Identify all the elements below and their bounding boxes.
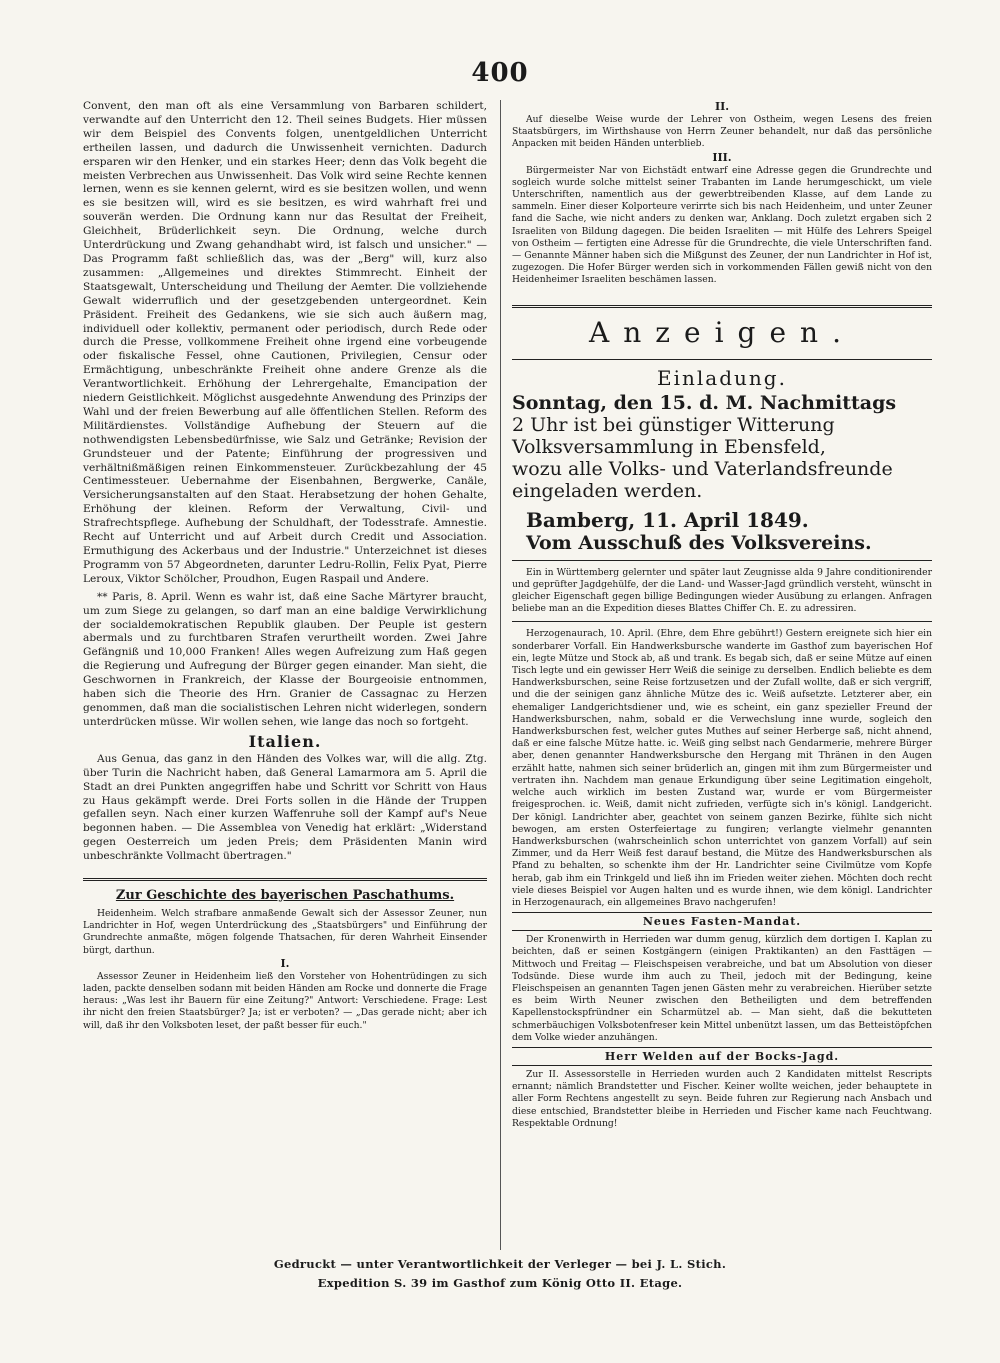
einladung-place-date: Bamberg, 11. April 1849. bbox=[526, 507, 809, 532]
printer-imprint: Gedruckt — unter Verantwortlichkeit der Verleger — bei J. L. Stich. bbox=[273, 1257, 727, 1271]
page-number: 400 bbox=[471, 58, 529, 88]
fasten-article: Der Kronenwirth in Herrieden war dumm genug, kürzlich dem dortigen I. Kaplan zu beichten, daß er seinen Kostgängern (einigen Praktikanten) an den Fasttägen — Mittwoch und Freitag — Fleischspeisen verabreiche, und bat um Absolution von dieser Todsünde. Diese wurde ihm auch zu Theil, jedoch mit der Bedingung, keine Fleischspeisen an genannten Tagen jenen Gästen mehr zu verabreichen. Hierüber setzte es beim Wirth Neuner zwischen den Betheiligten und dem betreffenden Kapellenstockspfründner ein Scharmützel ab. — Man sieht, daß die bekutteten schmerbäuchigen Volksbotenfreser kein Mittel unbenützt lassen, um das Betteistöpfchen dem Volke wieder anzuhängen. bbox=[512, 934, 932, 1043]
paschathum-section-3: Bürgermeister Nar von Eichstädt entwarf eine Adresse gegen die Grundrechte und sogleich wurde solche mittelst seiner Trabanten im Lande herumgeschickt, um viele Unterschriften, namentlich aus der gewerbtreibenden Klasse, auf dem Lande zu sammeln. Einer dieser Kolporteure verirrte sich bis nach Heidenheim, und unter Zeuner fand die Sache, wie nicht anders zu denken war, Anklang. Doch zuletzt ergaben sich 2 Israeliten von Bildung dagegen. Die beiden Israeliten — mit Hülfe des Lehrers Speigel von Ostheim — fertigten eine Adresse für die Grundrechte, die viele Unterschriften fand. — Genannte Männer haben sich die Mißgunst des Zeuner, der nun Landrichter in Hof ist, zugezogen. Die Hofer Bürger werden sich in vorkommenden Fällen gewiß nicht von den Heidenheimer Israeliten beschämen lassen. bbox=[512, 164, 932, 286]
einladung-line-2: 2 Uhr ist bei günstiger Witterung bbox=[512, 413, 835, 436]
expedition-imprint: Expedition S. 39 im Gasthof zum König Otto II. Etage. bbox=[317, 1276, 683, 1290]
paschathum-section-2: Auf dieselbe Weise wurde der Lehrer von Ostheim, wegen Lesens des freien Staatsbürgers, im Wirthshause von Herrn Zeuner behandelt, nur daß das persönliche Anpacken mit beiden Händen unterblieb. bbox=[512, 114, 932, 150]
italien-heading: Italien. bbox=[248, 731, 322, 751]
main-text-1: Convent, den man oft als eine Versammlung von Barbaren schildert, verwandte auf den Unterricht den 12. Theil seines Budgets. Hier müssen wir dem Beispiel des Convents folgen, unentgeldlichen Unterricht ertheilen lassen, und dadurch die Unwissenheit vernichten. Dadurch ersparen wir den Henker, und ein starkes Heer; denn das Volk begeht die meisten Verbrechen aus Unwissenheit. Das Volk wird seine Rechte kennen lernen, wenn es sie kennen gelernt, wird es sie besitzen wollen, und wenn es sie besitzen will, wird es sie besitzen, es wird wahrhaft frei und souverän werden. Die Ordnung kann nur das Resultat der Freiheit, Gleichheit, Brüderlichkeit seyn. Die Ordnung, welche durch Unterdrückung und Zwang gehandhabt wird, ist falsch und unsicher." — Das Programm faßt schließlich das, was der „Berg" will, kurz also zusammen: „Allgemeines und direktes Stimmrecht. Einheit der Staatsgewalt, Unterscheidung und Theilung der Aemter. Die vollziehende Gewalt widerruflich und der gesetzgebenden untergeordnet. Kein Präsident. Freiheit des Gedankens, wie sie sich auch äußern mag, individuell oder kollektiv, permanent oder periodisch, durch Rede oder durch die Presse, vollkommene Freiheit ohne irgend eine vorbeugende oder fiskalische Fessel, ohne Cautionen, Privilegien, Censur oder Ermächtigung, unbeschränkte Freiheit ohne andere Grenze als die Verantwortlichkeit. Erhöhung der Lehrergehalte, Emancipation der niedern Geistlichkeit. Möglichst ausgedehnte Anwendung des Prinzips der Wahl und der freien Bewerbung auf alle öffentlichen Stellen. Reform des Militärdienstes. Vollständige Aufhebung der Steuern auf die nothwendigsten Lebensbedürfnisse, wie Salz und Getränke; Revision der Grundsteuer und der Patente; Einführung der progressiven und verhältnißmäßigen reinen Einkommensteuer. Zurückbezahlung der 45 Centimessteuer. Uebernahme der Eisenbahnen, Bergwerke, Canäle, Versicherungsanstalten auf den Staat. Herabsetzung der hohen Gehalte, Erhöhung der kleinen. Reform der Verwaltung, Civil- und Strafrechtspflege. Aufhebung der Schuldhaft, der Todesstrafe. Amnestie. Recht auf Unterricht und auf Arbeit durch Credit und Association. Ermuthigung des Ackerbaus und der Industrie." Unterzeichnet ist dieses Programm von 57 Abgeordneten, darunter Ledru-Rollin, Felix Pyat, Pierre Leroux, Viktor Schölcher, Proudhon, Eugen Raspail und Andere. bbox=[83, 100, 487, 585]
ad-rule-2 bbox=[512, 621, 932, 622]
roman-numeral-1: I. bbox=[280, 956, 290, 970]
einladung-ad bbox=[512, 366, 932, 554]
einladung-title: Einladung. bbox=[657, 365, 787, 390]
left-column bbox=[83, 100, 487, 1032]
paschathum-section-1: Assessor Zeuner in Heidenheim ließ den Vorsteher von Hohentrüdingen zu sich laden, packte denselben sodann mit beiden Händen am Rocke und donnerte die Frage heraus: „Was lest ihr Bauern für eine Zeitung?" Antwort: Verschiedene. Frage: Lest ihr nicht den freien Staatsbürger? Ja; ist er verboten? — „Das gerade nicht; aber ich will, daß ihr den Volksboten leset, der paßt besser für euch." bbox=[83, 970, 487, 1031]
paschathum-heading: Zur Geschichte des bayerischen Paschathums. bbox=[115, 888, 455, 904]
paris-article: ** Paris, 8. April. Wenn es wahr ist, daß eine Sache Märtyrer braucht, um zum Siege zu gelangen, so darf man an eine baldige Verwirklichung der socialdemokratischen Republik glauben. Der Peuple ist gestern abermals und zu furchtbaren Strafen verurtheilt worden. Zwei Jahre Gefängniß und 10,000 Franken! Alles wegen Aufreizung zum Haß gegen die Regierung und Aufregung der Bürger gegen einander. Man sieht, die Geschwornen in Frankreich, der Klasse der Bourgeoisie entnommen, haben sich die Theorie des Hrn. Granier de Cassagnac zu Herzen genommen, daß man die socialistischen Lehren nicht widerlegen, sondern unterdrücken müsse. Wir wollen sehen, wie lange das noch so fortgeht. bbox=[83, 590, 487, 728]
italien-article: Aus Genua, das ganz in den Händen des Volkes war, will die allg. Ztg. über Turin die Nachricht haben, daß General Lamarmora am 5. April die Stadt an drei Punkten angegriffen habe und Schritt vor Schritt von Haus zu Haus gekämpft werde. Drei Forts sollen in die Hände der Truppen gefallen seyn. Nach einer kurzen Waffenruhe soll der Kampf auf's Neue begonnen haben. — Die Assemblea von Venedig hat erklärt: „Widerstand gegen Oesterreich um jeden Preis; dem Präsidenten Manin wird unbeschränkte Vollmacht übertragen." bbox=[83, 752, 487, 863]
bocks-jagd-article: Zur II. Assessorstelle in Herrieden wurden auch 2 Kandidaten mittelst Rescripts ernannt; nämlich Brandstetter und Fischer. Keiner wollte weichen, jeder behauptete in aller Form Rechtens angestellt zu seyn. Beide fuhren zur Regierung nach Ansbach und diese entschied, Brandstetter bleibe in Herrieden und Fischer kame nach Feuchtwang. Respektable Ordnung! bbox=[512, 1068, 932, 1129]
anzeigen-rule bbox=[512, 359, 932, 360]
einladung-signature: Vom Ausschuß des Volksvereins. bbox=[526, 531, 872, 554]
einladung-line-5: eingeladen werden. bbox=[512, 479, 703, 502]
einladung-line-4: wozu alle Volks- und Vaterlandsfreunde bbox=[512, 457, 893, 480]
fasten-heading: Neues Fasten-Mandat. bbox=[512, 912, 932, 931]
column-divider bbox=[500, 100, 501, 1250]
anzeigen-divider bbox=[512, 305, 932, 308]
anzeigen-heading: Anzeigen. bbox=[589, 315, 855, 349]
einladung-line-3: Volksversammlung in Ebensfeld, bbox=[512, 435, 826, 458]
einladung-line-1: Sonntag, den 15. d. M. Nachmittags bbox=[512, 391, 897, 414]
ad-rule-1 bbox=[512, 560, 932, 561]
roman-numeral-3: III. bbox=[712, 150, 732, 164]
right-column bbox=[512, 100, 932, 1130]
herzogenaurach-article: Herzogenaurach, 10. April. (Ehre, dem Ehre gebührt!) Gestern ereignete sich hier ein sonderbarer Vorfall. Ein Handwerksbursche wanderte im Gasthof zum bayerischen Hof ein, legte Mütze und Stock ab, aß und trank. Es begab sich, daß er seine Mütze auf einen Tisch legte und ein gewisser Herr Weiß die seinige zu derselben. Endlich beliebte es dem Handwerksburschen, seine Reise fortzusetzen und der Zufall wollte, daß er sich vergriff, und die der seinigen ganz ähnliche Mütze des ic. Weiß aufsetzte. Letzterer aber, ein ehemaliger Landgerichtsdiener und, wie es scheint, ein ganz spezieller Freund der Handwerksburschen, nahm, sobald er die Verwechslung inne wurde, sogleich den Handwerksburschen fest, welcher gutes Muthes auf seiner Herberge saß, nicht ahnend, daß er eine falsche Mütze hatte. ic. Weiß ging selbst nach Gendarmerie, mehrere Bürger aber, denen genannter Handwerksbursche den Hergang mit Thränen in den Augen erzählt hatte, nahmen sich seiner brüderlich an, gingen mit ihm zum Bürgermeister und vertraten ihn. Nachdem man genaue Erkundigung über seine Legitimation eingeholt, welche auch wirklich im besten Zustand war, wurde er vom Bürgermeister freigesprochen. ic. Weiß, damit nicht zufrieden, verfügte sich in's königl. Landgericht. Der königl. Landrichter aber, geachtet von seinem ganzen Bezirke, fühlte sich nicht bewogen, am ersten Osterfeiertage zu fungiren; verlangte vielmehr genannten Handwerksburschen (wahrscheinlich schon unterrichtet von ganzem Vorfall) auf sein Zimmer, und da Herr Weiß fest darauf bestand, die Mütze des Handwerksburschen als Pfand zu behalten, so schenkte ihm der Hr. Landrichter seine Civilmütze vom Kopfe herab, gab ihm ein Trinkgeld und ließ ihn im Frieden weiter ziehen. Möchten doch recht viele dieses Beispiel vor Augen halten und es wurde ihnen, wie dem königl. Landrichter in Herzogenaurach, ein allgemeines Bravo nachgerufen! bbox=[512, 628, 932, 908]
section-divider bbox=[83, 878, 487, 881]
paschathum-intro: Heidenheim. Welch strafbare anmaßende Gewalt sich der Assessor Zeuner, nun Landrichter in Hof, wegen Unterdrückung des „Staatsbürgers" und Einführung der Grundrechte anmaßte, mögen folgende Thatsachen, für deren Wahrheit Einsender bürgt, darthun. bbox=[83, 908, 487, 956]
jaeger-ad: Ein in Württemberg gelernter und später laut Zeugnisse alda 9 Jahre conditionirender und geprüfter Jagdgehülfe, der die Land- und Wasser-Jagd gründlich versteht, wünscht in gleicher Eigenschaft gegen billige Bedingungen wieder Ausübung zu erlangen. Anfragen beliebe man an die Expedition dieses Blattes Chiffer Ch. E. zu adressiren. bbox=[512, 566, 932, 615]
roman-numeral-2: II. bbox=[714, 100, 730, 113]
bocks-jagd-heading: Herr Welden auf der Bocks-Jagd. bbox=[512, 1047, 932, 1066]
